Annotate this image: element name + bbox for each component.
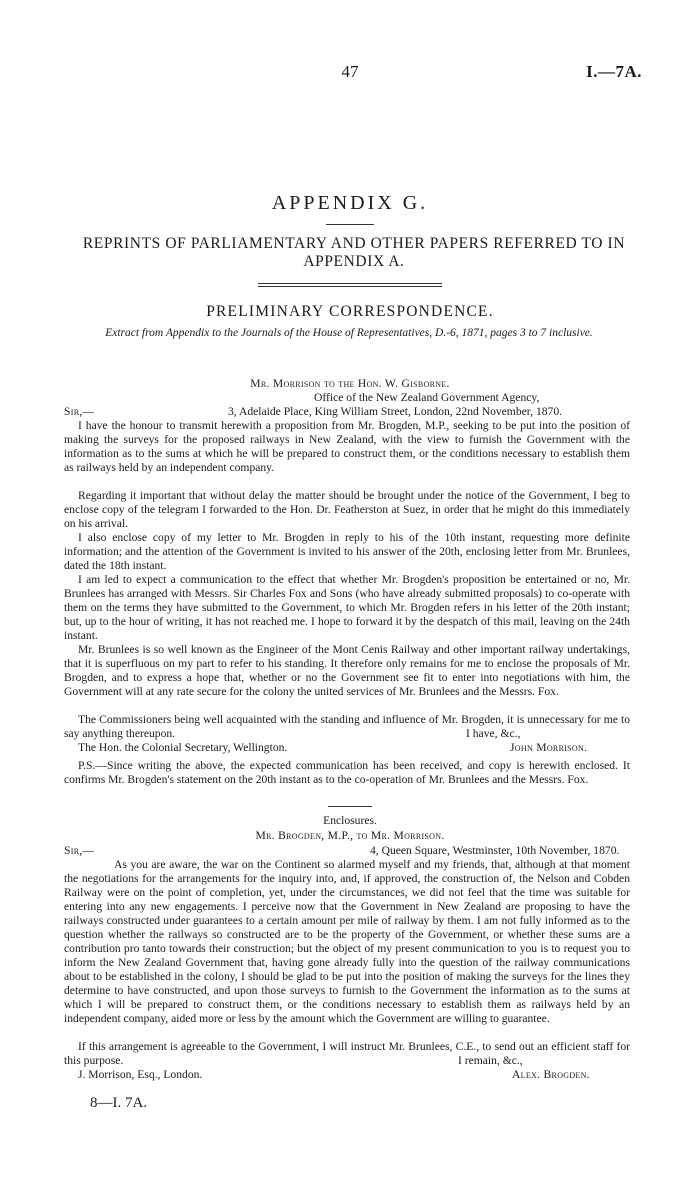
enclosure-paragraph-2: If this arrangement is agreeable to the Government, I will instruct Mr. Brunlees, C.E., to send out an efficient staff for this purpose.	[64, 1040, 630, 1067]
letter1-paragraph-5: Mr. Brunlees is so well known as the Engineer of the Mont Cenis Railway and other important railway undertakings, that it is superfluous on my part to refer to his standing. It therefore only remains for me to enclose the proposals of Mr. Brogden, and to express a hope that, whether or no the Government see fit to enter into negotiations with him, the Government will at any rate secure for the colony the united services of Mr. Brunlees and the Messrs. Fox.	[64, 643, 630, 698]
enclosure-address: 4, Queen Square, Westminster, 10th November, 1870.	[370, 844, 620, 857]
letter1-heading: Mr. Morrison to the Hon. W. Gisborne.	[250, 377, 450, 390]
section-divider	[328, 806, 372, 807]
enclosure-closing: I remain, &c.,	[458, 1054, 523, 1067]
enclosure-addressee: J. Morrison, Esq., London.	[78, 1068, 203, 1081]
letter1-paragraph-3: I also enclose copy of my letter to Mr. Brogden in reply to his of the 10th instant, requesting more definite information; and the attention of the Government is invited to his answer of the 20th, enclosing letter from Mr. Brunlees, dated the 18th instant.	[64, 531, 630, 572]
letter1-address: 3, Adelaide Place, King William Street, London, 22nd November, 1870.	[228, 405, 563, 418]
letter1-postscript: P.S.—Since writing the above, the expected communication has been received, and copy is herewith enclosed. It confirms Mr. Brogden's statement on the 20th instant as to the co-operation of Mr. Brunlees and the Messrs. Fox.	[64, 759, 630, 786]
appendix-title: APPENDIX G.	[271, 192, 429, 214]
enclosures-label: Enclosures.	[323, 814, 377, 827]
reprints-heading: REPRINTS OF PARLIAMENTARY AND OTHER PAPERS REFERRED TO IN APPENDIX A.	[82, 235, 626, 270]
letter1-signature: John Morrison.	[510, 741, 588, 754]
letter1-addressee: The Hon. the Colonial Secretary, Wellington.	[78, 741, 288, 754]
letter1-paragraph-2: Regarding it important that without delay the matter should be brought under the notice of the Government, I beg to enclose copy of the telegram I forwarded to the Hon. Dr. Featherston at Suez, in order that he might do this immediately on his arrival.	[64, 489, 630, 530]
enclosure-paragraph-1: As you are aware, the war on the Continent so alarmed myself and my friends, that, although at that moment the negotiations for the arrangements for the inquiry into, and, if approved, the construction of, the Nelson and Cobden Railway were on the point of completion, yet, under the circumstances, we did not feel that the time was suitable for entering into any new engagements. I perceive now that the Government in New Zealand are proposing to have the railways constructed under guarantees to a certain amount per mile of railway by them. I am not fully informed as to the question whether the railways so constructed are to be the property of the Government, or whether these sums are a contribution pro tanto towards their construction; but the object of my present communication to you is to request you to inform the New Zealand Government that, having gone already fully into the question of the railway communications about to be established in the colony, I should be glad to be put into the position of making the surveys for the lines they determine to have constructed, and upon those surveys to furnish to the Government the information as to the sums at which I will be prepared to construct them, or the conditions necessary to establish them as railways held by an independent company, aided more or less by the amount which the Government are willing to guarantee.	[64, 858, 630, 1025]
letter1-paragraph-4: I am led to expect a communication to the effect that whether Mr. Brogden's proposition be entertained or no, Mr. Brunlees has arranged with Messrs. Sir Charles Fox and Sons (who have already submitted proposals) to co-operate with them on the terms they have submitted to the Government, to which Mr. Brogden refers in his letter of the 20th instant; but, up to the hour of writing, it has not reached me. I hope to forward it by the despatch of this mail, leaving on the 24th instant.	[64, 573, 630, 642]
double-rule-bottom	[258, 286, 442, 287]
document-reference: I.—7A.	[586, 62, 642, 81]
enclosure-signature: Alex. Brogden.	[512, 1068, 590, 1081]
letter1-paragraph-1: I have the honour to transmit herewith a proposition from Mr. Brogden, M.P., seeking to be put into the position of making the surveys for the proposed railways in New Zealand, with the view to furnish the Government with the information as to the sums at which he will be prepared to construct them, or the conditions necessary to establish them as railways held by an independent company.	[64, 419, 630, 474]
enclosure-salutation: Sir,—	[64, 844, 95, 857]
letter1-salutation: Sir,—	[64, 405, 95, 418]
printer-signature-mark: 8—I. 7A.	[90, 1095, 148, 1111]
preliminary-heading: PRELIMINARY CORRESPONDENCE.	[206, 303, 494, 320]
page-number: 47	[341, 62, 359, 81]
extract-note: Extract from Appendix to the Journals of the House of Representatives, D.-6, 1871, pages 3 to 7 inclusive.	[105, 327, 593, 339]
title-divider	[326, 224, 374, 225]
letter1-closing: I have, &c.,	[466, 727, 521, 740]
letter1-office: Office of the New Zealand Government Agency,	[314, 391, 540, 404]
enclosure-heading: Mr. Brogden, M.P., to Mr. Morrison.	[255, 829, 445, 842]
letter1-paragraph-6: The Commissioners being well acquainted with the standing and influence of Mr. Brogden, it is unnecessary for me to say anything thereupon.	[64, 713, 630, 740]
double-rule-top	[258, 283, 442, 284]
